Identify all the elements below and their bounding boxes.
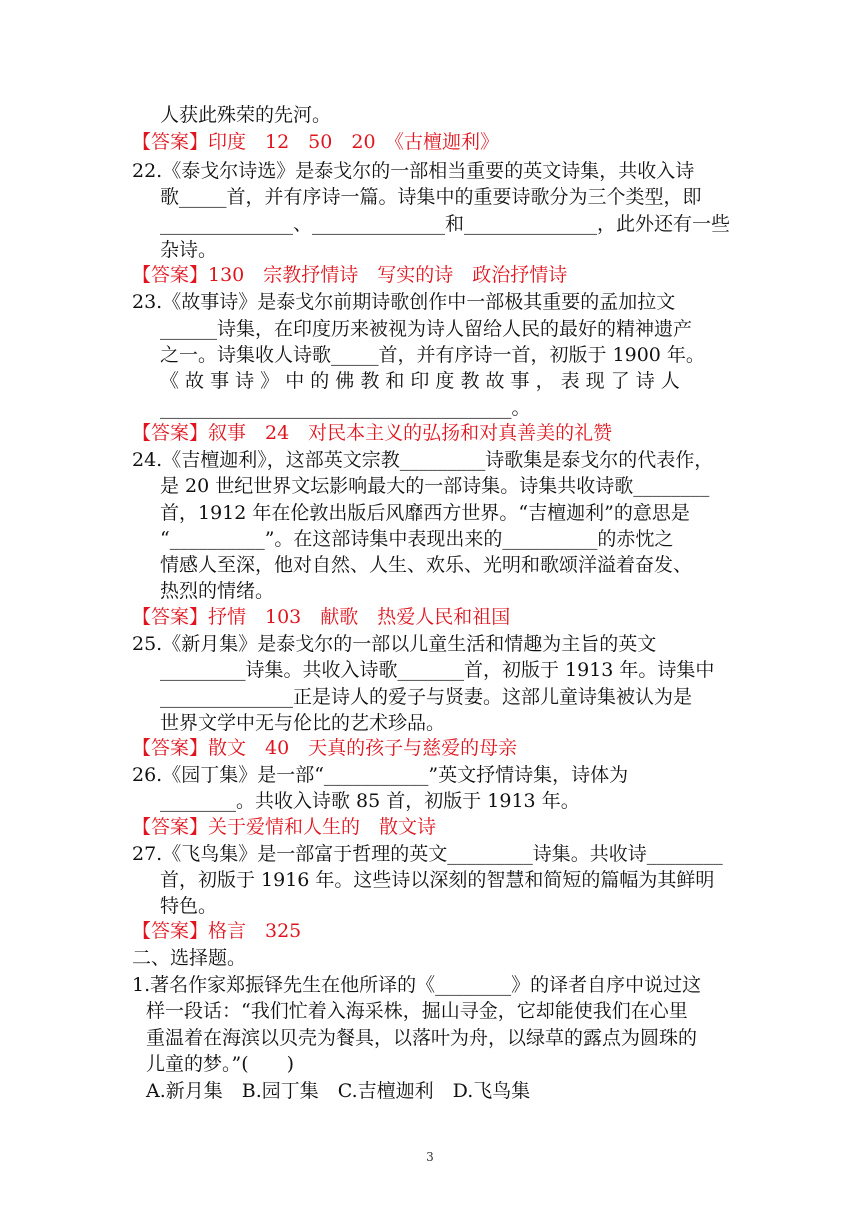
text-line: ______________正是诗人的爱子与贤妻。这部儿童诗集被认为是: [160, 686, 693, 708]
text-line: 歌_____首，并有序诗一篇。诗集中的重要诗歌分为三个类型，即: [160, 186, 702, 208]
question-line: 26.《园丁集》是一部“___________”英文抒情诗集，诗体为: [132, 764, 629, 786]
question-line: 22.《泰戈尔诗选》是泰戈尔的一部相当重要的英文诗集，共收入诗: [132, 160, 695, 182]
answer-line: 【答案】印度 12 50 20 《古檀迦利》: [132, 131, 500, 153]
text-line: 重温着在海滨以贝壳为餐具，以落叶为舟，以绿草的露点为圆珠的: [146, 1027, 698, 1049]
text-line: 首，初版于 1916 年。这些诗以深刻的智慧和简短的篇幅为其鲜明: [160, 869, 715, 891]
answer-line: 【答案】叙事 24 对民本主义的弘扬和对真善美的礼赞: [132, 422, 613, 444]
text-line: 世界文学中无与伦比的艺术珍品。: [160, 712, 446, 734]
text-line: 特色。: [160, 895, 218, 917]
text-line: ______________、______________和______________，此外还有一些: [160, 213, 731, 235]
question-line: 25.《新月集》是泰戈尔的一部以儿童生活和情趣为主旨的英文: [132, 633, 657, 655]
options-line: A.新月集 B.园丁集 C.吉檀迦利 D.飞鸟集: [146, 1080, 531, 1102]
text-line: 是 20 世纪世界文坛影响最大的一部诗集。诗集共收诗歌________: [160, 475, 710, 497]
answer-line: 【答案】散文 40 天真的孩子与慈爱的母亲: [132, 737, 518, 759]
text-line: 之一。诗集收人诗歌_____首，并有序诗一首，初版于 1900 年。: [160, 344, 705, 366]
answer-line: 【答案】130 宗教抒情诗 写实的诗 政治抒情诗: [132, 264, 568, 286]
text-line: “__________”。在这部诗集中表现出来的__________的赤忱之: [160, 528, 674, 550]
text-line: ________。共收入诗歌 85 首，初版于 1913 年。: [160, 790, 580, 812]
text-line: 儿童的梦。”( ): [146, 1053, 295, 1075]
question-line: 23.《故事诗》是泰戈尔前期诗歌创作中一部极其重要的孟加拉文: [132, 291, 676, 313]
text-line: ______诗集，在印度历来被视为诗人留给人民的最好的精神遗产: [160, 318, 693, 340]
text-line: 样一段话：“我们忙着入海采株，掘山寻金，它却能使我们在心里: [146, 1000, 688, 1022]
text-line: 杂诗。: [160, 239, 218, 261]
text-line: _________诗集。共收入诗歌_______首，初版于 1913 年。诗集中: [160, 659, 715, 681]
question-line: 27.《飞鸟集》是一部富于哲理的英文_________诗集。共收诗________: [132, 843, 723, 865]
text-line: 热烈的情绪。: [160, 580, 275, 602]
text-line: 人获此殊荣的先河。: [160, 104, 332, 126]
answer-line: 【答案】关于爱情和人生的 散文诗: [132, 816, 437, 838]
answer-line: 【答案】抒情 103 献歌 热爱人民和祖国: [132, 606, 511, 628]
page-number: 3: [426, 1150, 434, 1164]
question-line: 24.《吉檀迦利》，这部英文宗教_________诗歌集是泰戈尔的代表作，: [132, 449, 714, 471]
text-line: 《 故 事 诗 》 中 的 佛 教 和 印 度 教 故 事 ， 表 现 了 诗 人: [160, 370, 680, 392]
section-heading: 二、选择题。: [132, 947, 247, 969]
question-line: 1.著名作家郑振铎先生在他所译的《________》的译者自序中说过这: [132, 974, 702, 996]
text-line: 情感人至深，他对自然、人生、欢乐、光明和歌颂洋溢着奋发、: [160, 554, 693, 576]
text-line: 首，1912 年在伦敦出版后风靡西方世界。“吉檀迦利”的意思是: [160, 502, 690, 524]
text-line: _____________________________________。: [160, 397, 531, 419]
answer-line: 【答案】格言 325: [132, 920, 302, 942]
